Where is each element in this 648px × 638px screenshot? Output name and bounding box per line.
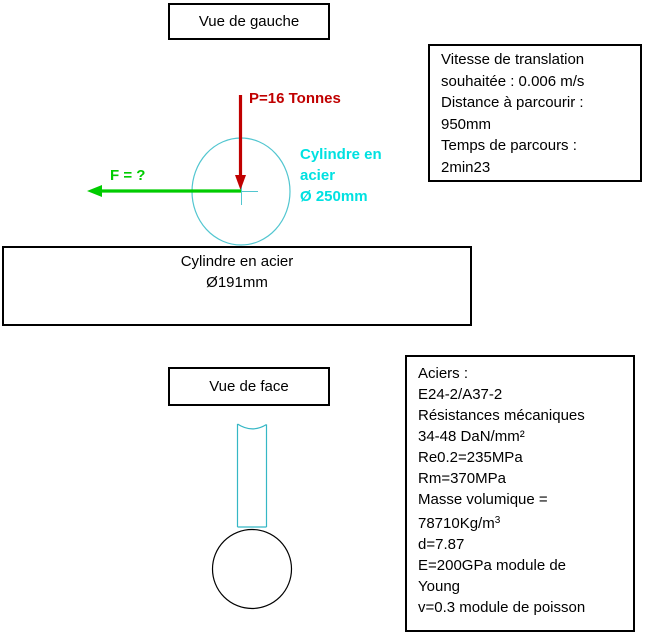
base-cylinder-box <box>2 246 472 326</box>
steel-properties-line: Masse volumique = <box>418 491 548 508</box>
steel-volumic-mass-line <box>418 510 627 534</box>
steel-properties-line: d=7.87 <box>418 536 465 553</box>
load-label: P=16 Tonnes <box>249 90 341 107</box>
front-view-circle <box>213 530 292 609</box>
steel-properties-line: E=200GPa module de <box>418 557 567 574</box>
load-arrow-head <box>235 175 246 190</box>
cylinder-250-label-line: Ø 250mm <box>300 188 368 205</box>
cylinder-250-label-line: acier <box>300 167 336 184</box>
base-cylinder-diameter: Ø191mm <box>206 274 268 291</box>
steel-properties-line: v=0.3 module de poisson <box>418 599 586 616</box>
steel-properties-line: E24-2/A37-2 <box>418 386 503 403</box>
steel-properties-line: Rm=370MPa <box>418 470 506 487</box>
translation-info-line: 2min23 <box>441 158 491 176</box>
translation-info-line: Temps de parcours : <box>441 137 577 154</box>
translation-info-line: Vitesse de translation <box>441 51 585 68</box>
translation-info-box <box>428 44 642 182</box>
translation-info-line: 950mm <box>441 115 492 133</box>
cylinder-250-label <box>300 144 382 207</box>
steel-properties-line: Re0.2=235MPa <box>418 449 523 466</box>
steel-properties-line: Résistances mécaniques <box>418 407 585 424</box>
front-view-title-box <box>168 367 330 406</box>
translation-info-line: Distance à parcourir : <box>441 94 584 111</box>
front-view-title: Vue de face <box>209 378 289 395</box>
force-label: F = ? <box>110 167 146 184</box>
left-view-title-box <box>168 3 330 40</box>
volumic-mass-exponent: 3 <box>494 515 501 526</box>
cylinder-250-label-line: Cylindre en <box>300 146 382 163</box>
volumic-mass-value: 78710Kg/m <box>418 515 495 532</box>
translation-info-line: souhaitée : 0.006 m/s <box>441 72 585 90</box>
steel-properties-box <box>405 355 635 632</box>
front-view-rod <box>238 424 267 527</box>
steel-properties-line: Young <box>418 578 460 595</box>
steel-properties-line: Aciers : <box>418 365 469 382</box>
base-cylinder-label: Cylindre en acier <box>180 253 294 270</box>
steel-properties-line: 34-48 DaN/mm² <box>418 428 525 445</box>
left-view-title: Vue de gauche <box>198 13 300 30</box>
force-arrow-head <box>87 185 102 197</box>
